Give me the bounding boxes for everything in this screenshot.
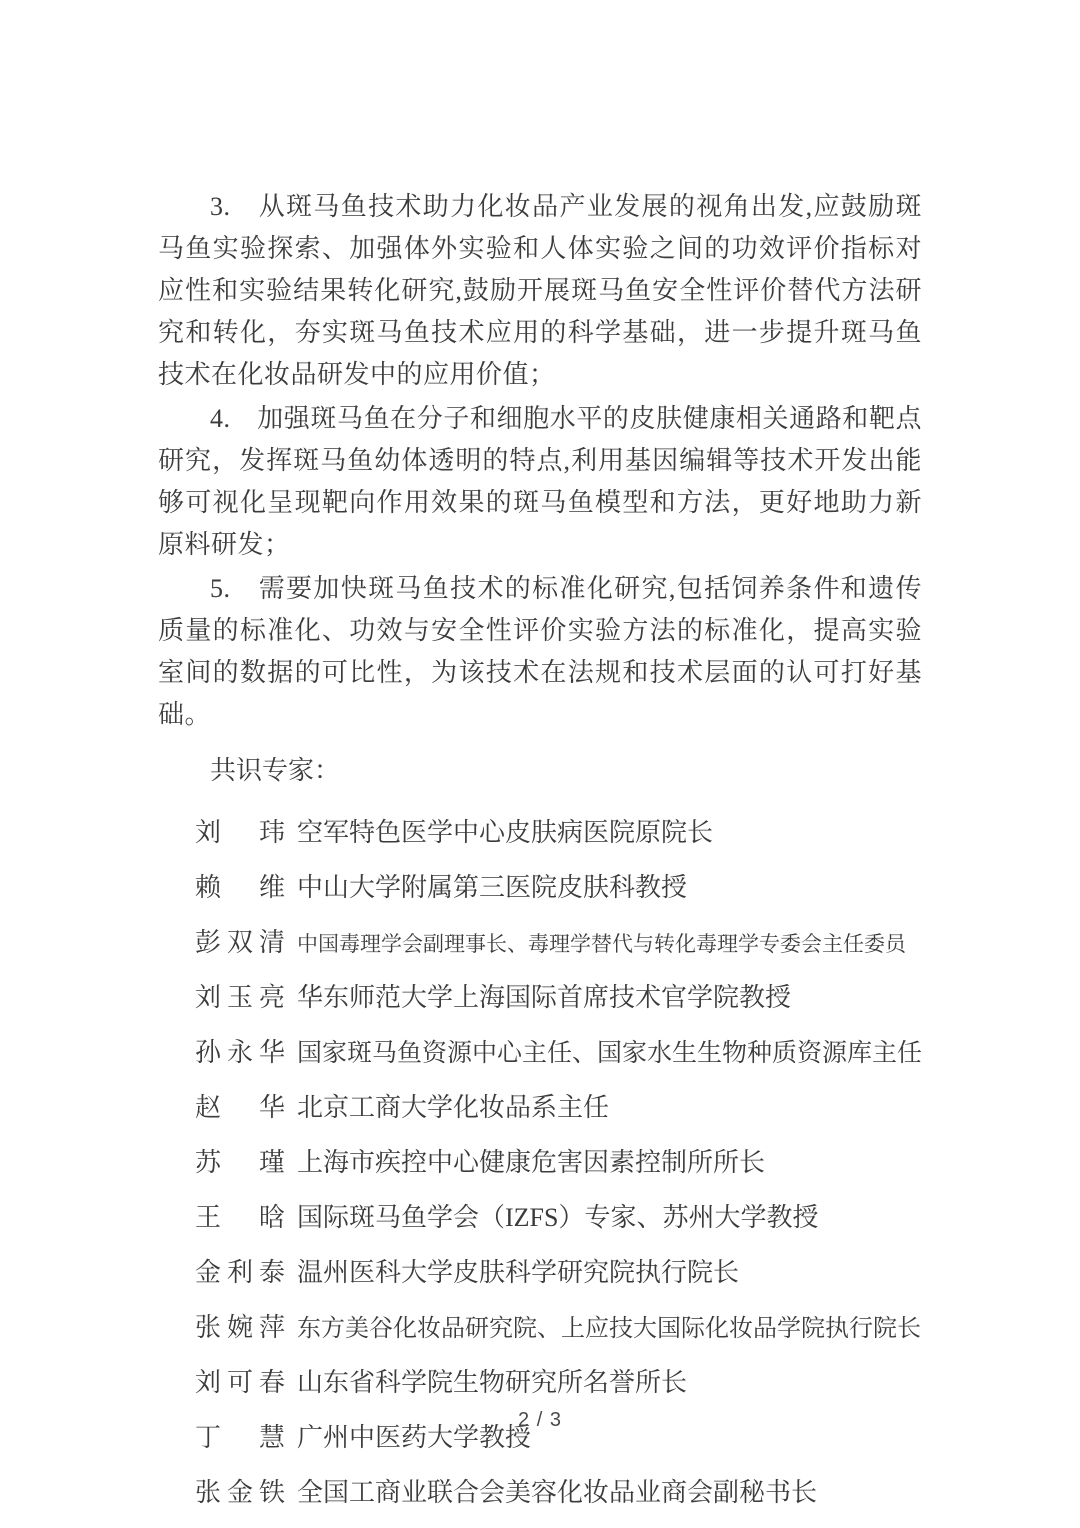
expert-name: 金利泰 [195,1258,285,1287]
paragraph-item-4: 4. 加强斑马鱼在分子和细胞水平的皮肤健康相关通路和靶点研究，发挥斑马鱼幼体透明的特点,利用基因编辑等技术开发出能够可视化呈现靶向作用效果的斑马鱼模型和方法，更好地助力新原料研发； [158,404,922,559]
expert-row [158,1203,922,1233]
paragraph-item-3: 3. 从斑马鱼技术助力化妆品产业发展的视角出发,应鼓励斑马鱼实验探索、加强体外实验和人体实验之间的功效评价指标对应性和实验结果转化研究,鼓励开展斑马鱼安全性评价替代方法研究和转化，夯实斑马鱼技术应用的科学基础，进一步提升斑马鱼技术在化妆品研发中的应用价值； [158,192,922,389]
expert-row [158,1368,922,1398]
expert-title: 上海市疾控中心健康危害因素控制所所长 [297,1148,766,1177]
expert-row [158,983,922,1013]
expert-name: 赵华 [195,1093,285,1122]
expert-name: 张金铁 [195,1478,285,1507]
expert-name: 刘玮 [195,818,285,847]
expert-row [158,873,922,903]
expert-row [158,1313,922,1343]
experts-heading: 共识专家： [210,756,341,785]
expert-row [158,1093,922,1123]
expert-name: 王晗 [195,1203,285,1232]
expert-row [158,1478,922,1508]
expert-title: 国际斑马鱼学会（IZFS）专家、苏州大学教授 [297,1203,819,1232]
expert-name: 孙永华 [195,1038,285,1067]
paragraph-item-5: 5. 需要加快斑马鱼技术的标准化研究,包括饲养条件和遗传质量的标准化、功效与安全性评价实验方法的标准化，提高实验室间的数据的可比性，为该技术在法规和技术层面的认可打好基础。 [158,574,922,729]
expert-name: 彭双清 [195,928,285,957]
page-number: 2 / 3 [518,1409,562,1431]
expert-title: 国家斑马鱼资源中心主任、国家水生生物种质资源库主任 [297,1040,922,1067]
expert-name: 苏瑾 [195,1148,285,1177]
expert-title: 中山大学附属第三医院皮肤科教授 [297,873,688,902]
expert-row [158,1148,922,1178]
expert-title: 北京工商大学化妆品系主任 [297,1093,610,1122]
expert-name: 刘玉亮 [195,983,285,1012]
expert-row [158,1038,922,1068]
expert-name: 赖维 [195,873,285,902]
experts-list [158,818,922,1508]
expert-title: 全国工商业联合会美容化妆品业商会副秘书长 [297,1478,818,1507]
expert-row [158,928,922,958]
expert-title: 温州医科大学皮肤科学研究院执行院长 [297,1258,740,1287]
expert-row [158,1258,922,1288]
expert-name: 张婉萍 [195,1313,285,1342]
expert-title: 山东省科学院生物研究所名誉所长 [297,1368,688,1397]
expert-name: 刘可春 [195,1368,285,1397]
expert-title: 中国毒理学会副理事长、毒理学替代与转化毒理学专委会主任委员 [297,932,906,956]
expert-row [158,818,922,848]
expert-title: 华东师范大学上海国际首席技术官学院教授 [297,983,792,1012]
expert-title: 空军特色医学中心皮肤病医院原院长 [297,818,714,847]
expert-name: 丁慧 [195,1423,285,1452]
expert-title: 东方美谷化妆品研究院、上应技大国际化妆品学院执行院长 [297,1316,921,1342]
expert-title: 广州中医药大学教授 [297,1423,532,1452]
document-content [158,186,922,1528]
